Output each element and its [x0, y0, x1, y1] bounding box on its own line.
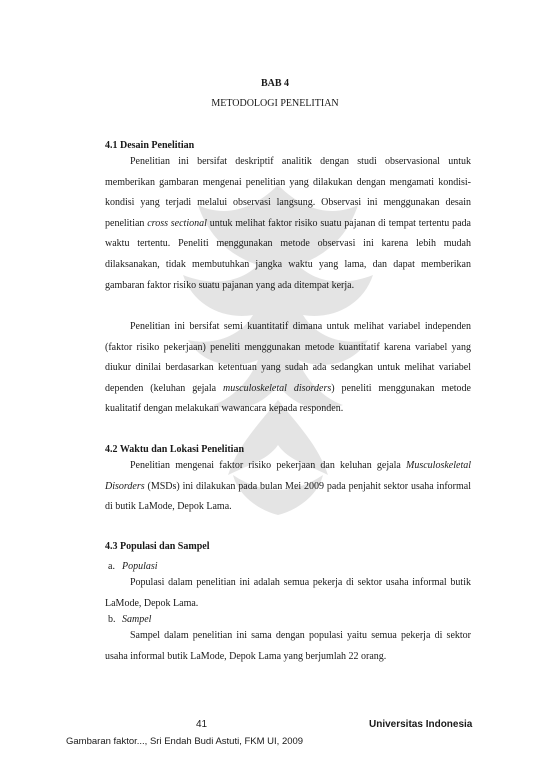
section-4-2-title: 4.2 Waktu dan Lokasi Penelitian	[105, 444, 245, 455]
chapter-title: METODOLOGI PENELITIAN	[211, 98, 339, 109]
list-marker: b.	[108, 614, 116, 625]
list-item-populasi	[108, 561, 158, 572]
footer-credit: Gambaran faktor..., Sri Endah Budi Astuti, FKM UI, 2009	[66, 736, 304, 747]
sampel-paragraph: Sampel dalam penelitian ini sama dengan populasi yaitu semua pekerja di sektor usaha informal butik LaMode, Depok Lama yang berjumlah 22 orang.	[105, 630, 471, 662]
list-item-label: Sampel	[122, 614, 152, 625]
section-4-1-paragraph-1: Penelitian ini bersifat deskriptif analitik dengan studi observasional untuk memberikan gambaran mengenai penelitian yang dilakukan dengan mengamati kondisi-kondisi yang terjadi melalui observasi langsung. Observasi ini menggunakan desain penelitian cross sectional untuk melihat faktor risiko suatu pajanan di tempat tertentu pada waktu tertentu. Peneliti menggunakan metode observasi ini karena lebih mudah dilaksanakan, tidak membutuhkan jangka waktu yang lama, dan dapat memberikan gambaran faktor risiko suatu pajanan yang ada ditempat kerja.	[105, 156, 471, 291]
page-number: 41	[196, 719, 208, 730]
chapter-label: BAB 4	[260, 78, 290, 89]
university-name: Universitas Indonesia	[369, 719, 473, 730]
list-item-sampel	[108, 614, 151, 625]
section-4-2-paragraph: Penelitian mengenai faktor risiko pekerjaan dan keluhan gejala Musculoskeletal Disorders (MSDs) ini dilakukan pada bulan Mei 2009 pada penjahit sektor usaha informal di butik LaMode, Depok Lama.	[105, 460, 471, 513]
list-marker: a.	[108, 561, 115, 572]
section-4-3-title: 4.3 Populasi dan Sampel	[105, 541, 210, 552]
section-4-1-title: 4.1 Desain Penelitian	[105, 140, 195, 151]
populasi-paragraph: Populasi dalam penelitian ini adalah semua pekerja di sektor usaha informal butik LaMode, Depok Lama.	[105, 577, 471, 609]
section-4-1-paragraph-2: Penelitian ini bersifat semi kuantitatif dimana untuk melihat variabel independen (faktor risiko pekerjaan) peneliti menggunakan metode kuantitatif karena variabel yang diukur dinilai berdasarkan ketentuan yang sudah ada sedangkan untuk melihat variabel dependen (keluhan gejala musculoskeletal disorders) peneliti menggunakan metode kualitatif dengan melakukan wawancara kepada responden.	[105, 321, 471, 415]
list-item-label: Populasi	[122, 561, 158, 572]
